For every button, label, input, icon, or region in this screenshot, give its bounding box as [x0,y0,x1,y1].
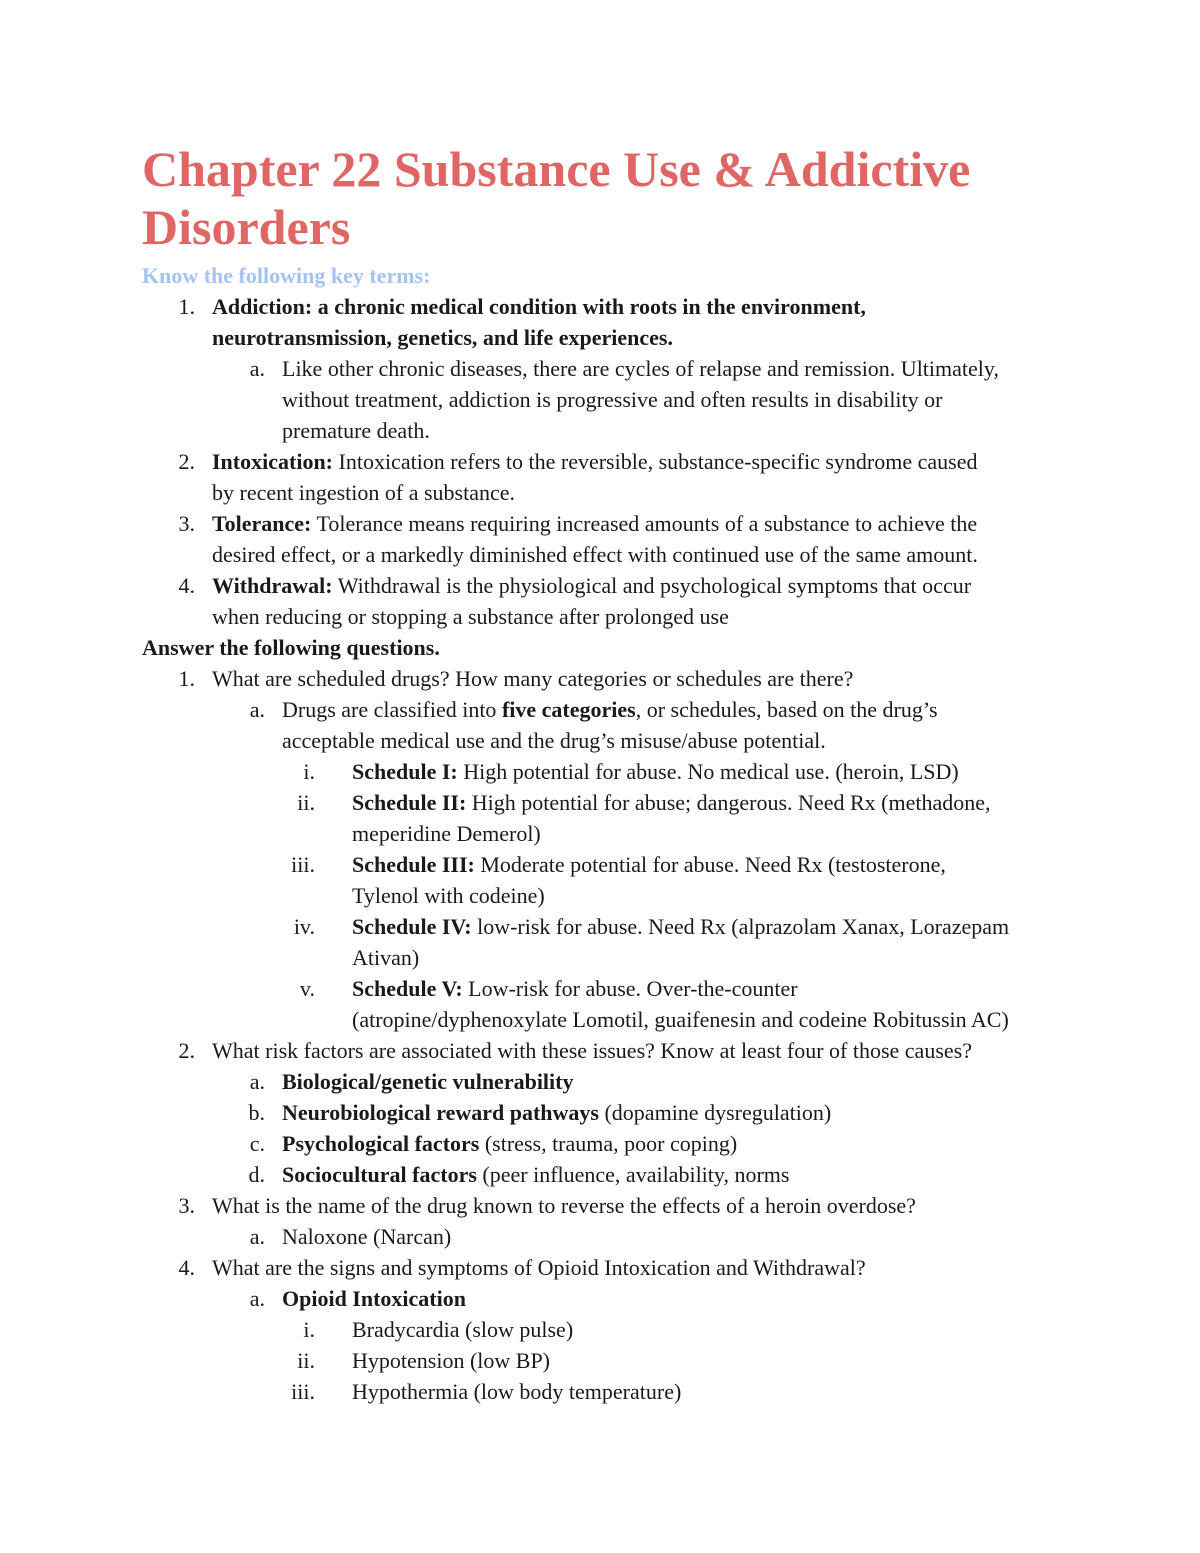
symptom-item: Hypotension (low BP) [352,1348,550,1373]
list-marker: ii. [297,1348,315,1373]
schedule-description: High potential for abuse; dangerous. Need Rx (methadone, [466,790,991,815]
term-definition-line: when reducing or stopping a substance after prolonged use [212,604,729,629]
key-terms-heading: Know the following key terms: [142,263,431,288]
chapter-title: Chapter 22 Substance Use & Addictive Disorders [142,141,971,255]
schedule-line [352,911,1009,942]
schedule-line [352,787,990,818]
list-marker: i. [303,1317,315,1342]
list-marker: ii. [297,790,315,815]
schedule-description: Moderate potential for abuse. Need Rx (testosterone, [474,852,946,877]
schedule-line: (atropine/dyphenoxylate Lomotil, guaifenesin and codeine Robitussin AC) [352,1007,1009,1032]
term-note-line: premature death. [282,418,430,443]
list-marker: 1. [178,294,195,319]
answer-line [282,694,938,725]
term-definition: Tolerance means requiring increased amounts of a substance to achieve the [311,511,978,536]
term-definition: Withdrawal is the physiological and psychological symptoms that occur [332,573,972,598]
term-definition: a chronic medical condition with roots in the environment, [312,294,866,319]
symptom-item: Bradycardia (slow pulse) [352,1317,574,1342]
risk-factor-label: Sociocultural factors [282,1162,477,1187]
list-marker: 1. [178,666,195,691]
schedule-line: meperidine Demerol) [352,821,541,846]
list-marker: v. [299,976,315,1001]
risk-factor-label: Biological/genetic vulnerability [282,1069,574,1094]
list-marker: 4. [178,1255,195,1280]
term-definition-line [212,446,977,477]
schedule-label: Schedule I: [352,759,458,784]
risk-factor-item [282,1066,573,1097]
term-definition: Intoxication refers to the reversible, substance-specific syndrome caused [333,449,978,474]
schedule-description: High potential for abuse. No medical use. (heroin, LSD) [457,759,959,784]
risk-factor-item [282,1159,789,1190]
term-definition-line: neurotransmission, genetics, and life experiences. [212,325,673,350]
list-marker: iii. [291,1379,315,1404]
symptom-item: Hypothermia (low body temperature) [352,1379,682,1404]
list-marker: a. [249,1224,265,1249]
list-marker: b. [248,1100,265,1125]
list-marker: 2. [178,1038,195,1063]
answer-text: Drugs are classified into [282,697,502,722]
schedule-line [352,756,959,787]
term-label: Intoxication: [212,449,333,474]
term-definition-line: by recent ingestion of a substance. [212,480,516,505]
term-label: Withdrawal: [212,573,333,598]
risk-factor-detail: (dopamine dysregulation) [598,1100,832,1125]
schedule-line: Ativan) [352,945,420,970]
list-marker: iii. [291,852,315,877]
schedule-label: Schedule II: [352,790,467,815]
question-text: What is the name of the drug known to reverse the effects of a heroin overdose? [212,1193,916,1218]
term-definition-line [212,570,971,601]
risk-factor-item [282,1097,831,1128]
risk-factor-label: Neurobiological reward pathways [282,1100,599,1125]
term-definition-line [212,508,977,539]
term-definition-line: desired effect, or a markedly diminished effect with continued use of the same amount. [212,542,978,567]
risk-factor-detail: (stress, trauma, poor coping) [479,1131,738,1156]
list-marker: iv. [293,914,315,939]
schedule-line [352,973,798,1004]
term-label: Tolerance: [212,511,312,536]
schedule-label: Schedule V: [352,976,463,1001]
term-note-line: Like other chronic diseases, there are cycles of relapse and remission. Ultimately, [282,356,999,381]
answer-line: Opioid Intoxication [282,1286,466,1311]
questions-heading: Answer the following questions. [142,635,440,660]
list-marker: c. [249,1131,265,1156]
schedule-label: Schedule IV: [352,914,472,939]
list-marker: i. [303,759,315,784]
question-text: What are the signs and symptoms of Opioid Intoxication and Withdrawal? [212,1255,866,1280]
schedule-description: low-risk for abuse. Need Rx (alprazolam Xanax, Lorazepam [471,914,1010,939]
answer-text: , or schedules, based on the drug’s [635,697,938,722]
term-definition-line [212,291,866,322]
risk-factor-label: Psychological factors [282,1131,480,1156]
list-marker: 4. [178,573,195,598]
list-marker: 3. [178,511,195,536]
schedule-line: Tylenol with codeine) [352,883,545,908]
list-marker: 2. [178,449,195,474]
list-marker: a. [249,1286,265,1311]
risk-factor-item [282,1128,737,1159]
list-marker: d. [248,1162,265,1187]
term-note-line: without treatment, addiction is progressive and often results in disability or [282,387,943,412]
question-text: What are scheduled drugs? How many categories or schedules are there? [212,666,854,691]
answer-line: Naloxone (Narcan) [282,1224,452,1249]
schedule-line [352,849,946,880]
risk-factor-detail: (peer influence, availability, norms [476,1162,790,1187]
term-label: Addiction: [212,294,313,319]
list-marker: 3. [178,1193,195,1218]
list-marker: a. [249,697,265,722]
schedule-description: Low-risk for abuse. Over-the-counter [462,976,798,1001]
question-text: What risk factors are associated with these issues? Know at least four of those causes? [212,1038,972,1063]
list-marker: a. [249,356,265,381]
answer-line: acceptable medical use and the drug’s misuse/abuse potential. [282,728,826,753]
answer-emphasis: five categories [501,697,636,722]
list-marker: a. [249,1069,265,1094]
schedule-label: Schedule III: [352,852,475,877]
